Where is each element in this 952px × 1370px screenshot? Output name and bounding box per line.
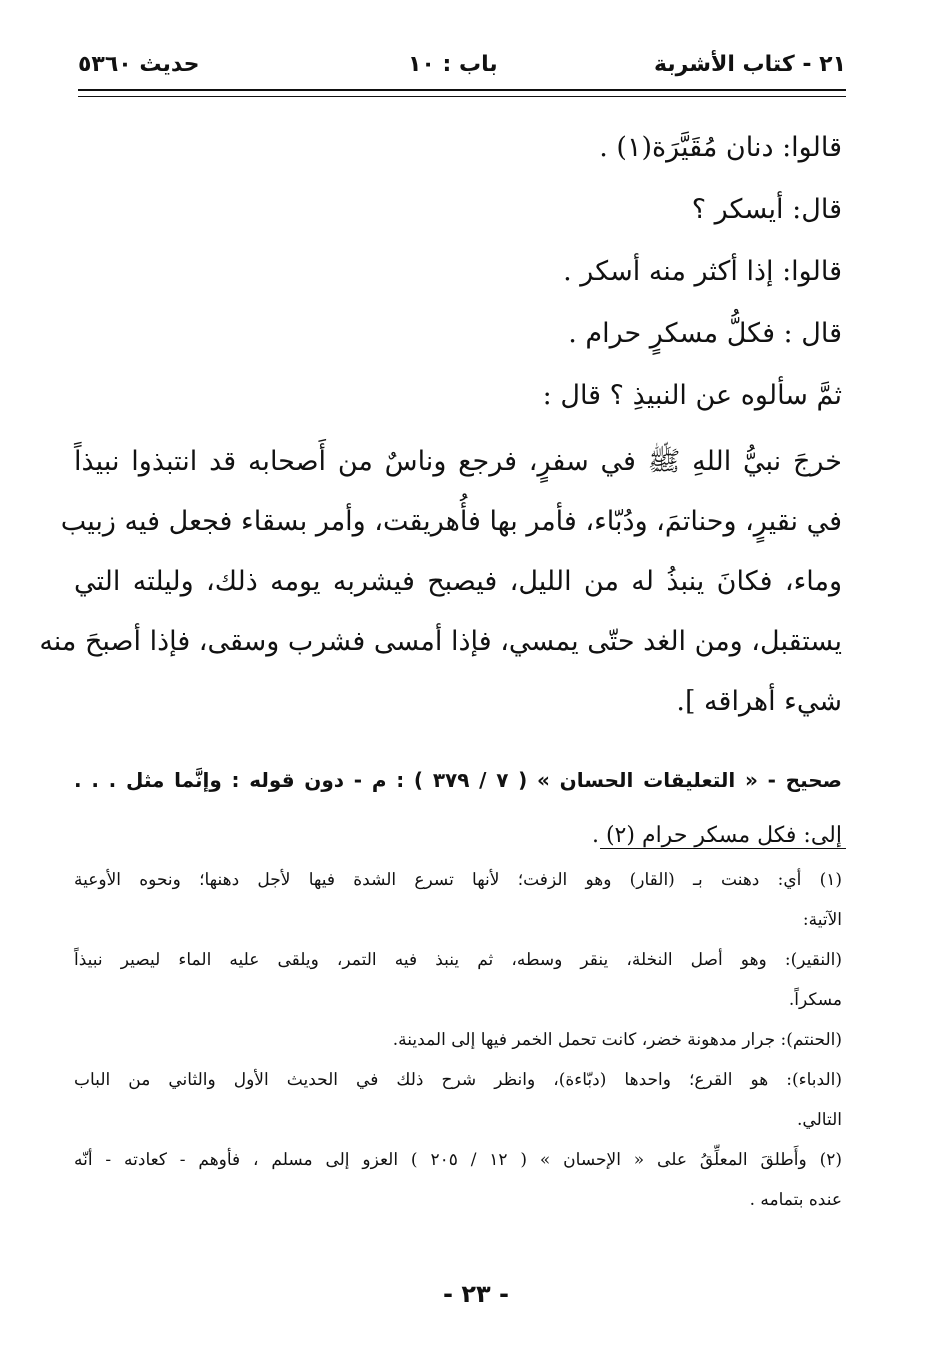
footnote-separator [600, 848, 846, 849]
hadith-paragraph [39, 432, 842, 732]
bab-number: باب : ١٠ [408, 52, 498, 77]
footnotes [74, 860, 842, 1220]
header-rule [78, 89, 846, 97]
footnote-line: (١) أي: دهنت بـ (القار) وهو الزفت؛ لأنها تسرع الشدة فيها لأجل دهنها؛ ونحوه الأوعية [74, 870, 842, 890]
text-line-2: قال: أيسكر ؟ [691, 194, 842, 225]
footnote-line: (الدباء): هو القرع؛ واحدها (دبّاءة)، وانظر شرح ذلك في الحديث الأول والثاني من الباب [74, 1070, 842, 1090]
page-number: - ٢٣ - [443, 1280, 509, 1308]
paragraph-line: يستقبل، ومن الغد حتّى يمسي، فإذا أمسى فشرب وسقى، فإذا أصبحَ منه [39, 626, 842, 657]
text-line-4: قال : فكلُّ مسكرٍ حرام . [568, 318, 842, 349]
paragraph-line: خرجَ نبيُّ اللهِ ﷺ في سفرٍ، فرجع وناسٌ من أَصحابه قد انتبذوا نبيذاً [74, 446, 842, 477]
paragraph-line: وماء، فكانَ ينبذُ له من الليل، فيصبح فيشربه يومه ذلك، وليلته التي [74, 566, 842, 597]
running-header [78, 52, 846, 92]
footnote-line: عنده بتمامه . [749, 1190, 842, 1210]
paragraph-line: شيء أهراقه ]. [676, 686, 842, 717]
footnote-line: (الحنتم): جرار مدهونة خضر، كانت تحمل الخمر فيها إلى المدينة. [392, 1030, 842, 1050]
grading-line: إلى: فكل مسكر حرام (٢) . [591, 823, 842, 848]
hadith-number: حديث ٥٣٦٠ [78, 52, 200, 77]
footnote-line: (٢) وأَطلقَ المعلِّقُ على « الإحسان » ( ١٢ / ٢٠٥ ) العزو إلى مسلم ، فأوهم - كعادته - أنّه [74, 1150, 842, 1170]
footnote-line: مسكراً. [788, 990, 842, 1010]
grading-line: صحيح - « التعليقات الحسان » ( ٧ / ٣٧٩ ) : م - دون قوله : وإنَّما مثل . . . [74, 768, 842, 792]
chapter-title: ٢١ - كتاب الأشربة [654, 52, 846, 77]
footnote-line: (النقير): وهو أصل النخلة، ينقر وسطه، ثم ينبذ فيه التمر، ويلقى عليه الماء ليصير نبيذاً [74, 950, 842, 970]
text-line-3: قالوا: إذا أكثر منه أسكر . [563, 256, 842, 287]
text-line-1: قالوا: دنان مُقَيَّرَة(١) . [599, 132, 842, 163]
footnote-line: التالي. [797, 1110, 842, 1130]
text-line-5: ثمَّ سألوه عن النبيذِ ؟ قال : [542, 380, 842, 411]
paragraph-line: في نقيرٍ، وحناتمَ، ودُبّاء، فأمر بها فأُهريقت، وأمر بسقاء فجعل فيه زبيب [60, 506, 842, 537]
footnote-line: الآتية: [802, 910, 842, 930]
